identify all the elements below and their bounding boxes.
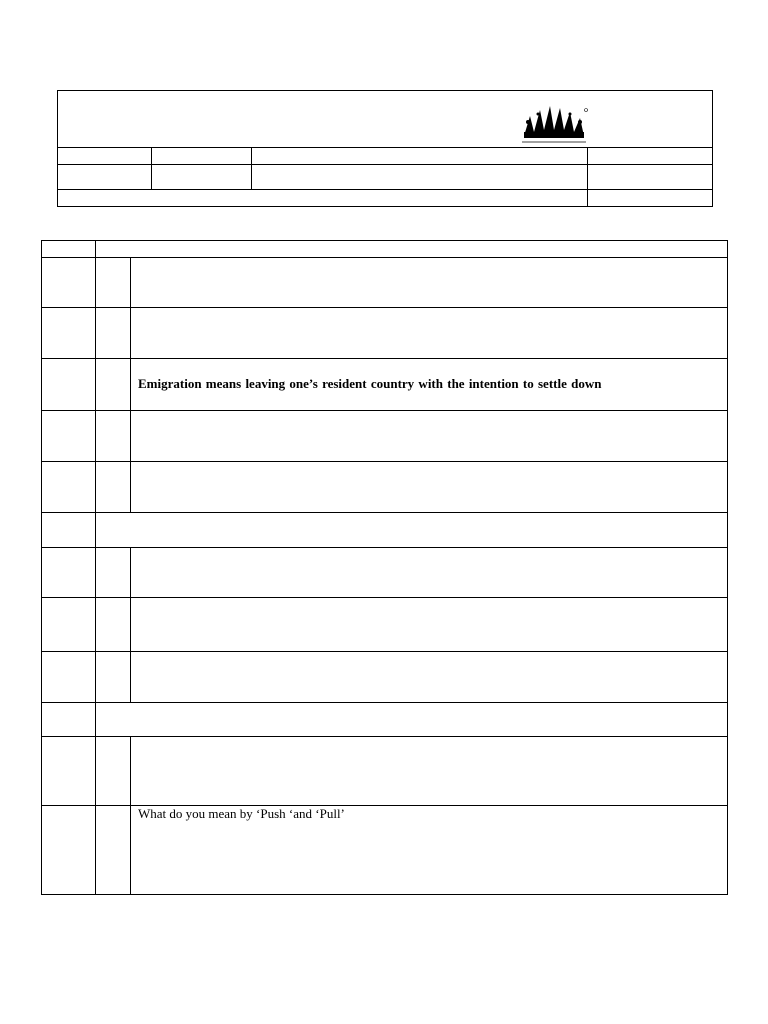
starburst-logo-icon bbox=[518, 106, 590, 146]
question-3-text: Emigration means leaving one’s resident country with the intention to settle down bbox=[138, 376, 602, 391]
school-logo bbox=[518, 106, 590, 146]
question-table-border bbox=[41, 240, 728, 895]
question-11-text: What do you mean by ‘Push ‘and ‘Pull’ bbox=[138, 806, 345, 821]
